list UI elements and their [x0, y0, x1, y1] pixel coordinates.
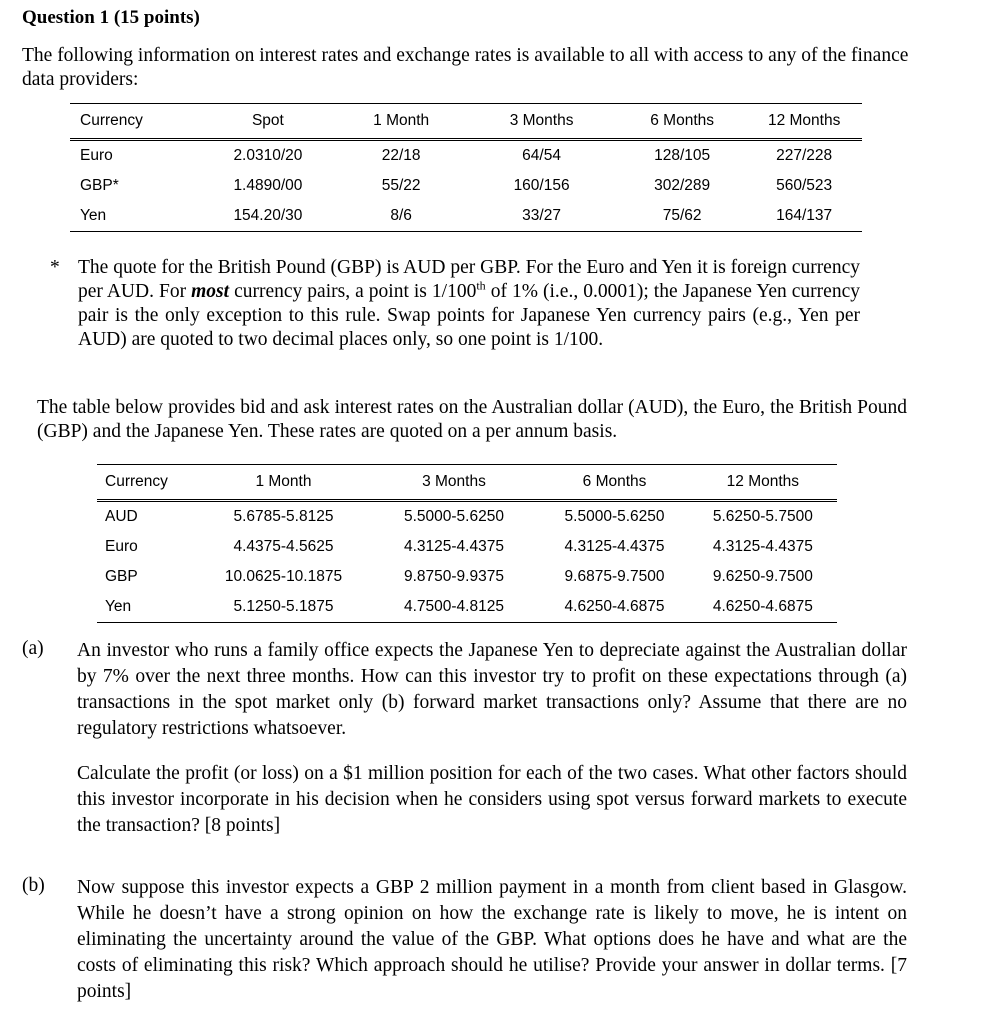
- table-cell: 302/289: [654, 177, 711, 194]
- question-heading: Question 1 (15 points): [22, 7, 200, 28]
- table-cell: 75/62: [618, 201, 746, 232]
- table-cell: 154.20/30: [199, 201, 337, 232]
- part-b-label: (b): [22, 875, 45, 896]
- table-cell: 5.6785-5.8125: [233, 508, 334, 525]
- table-cell: GBP*: [80, 177, 119, 194]
- part-a-label: (a): [22, 638, 44, 659]
- table-row: [97, 501, 837, 533]
- table-cell: 64/54: [522, 147, 561, 164]
- table-cell: 9.6875-9.7500: [564, 568, 665, 585]
- footnote-part: currency pairs, a point is 1/100: [229, 281, 477, 302]
- table-cell: 4.3125-4.4375: [564, 538, 665, 555]
- table-cell: GBP: [105, 568, 138, 585]
- table-cell: 164/137: [746, 201, 862, 232]
- table-cell: 4.4375-4.5625: [233, 538, 334, 555]
- table-cell: 55/22: [381, 177, 421, 194]
- column-header: 1 Month: [337, 104, 465, 140]
- table-cell: 5.1250-5.1875: [199, 592, 367, 623]
- table-cell: 5.5000-5.6250: [403, 508, 504, 525]
- interest-rate-table: [97, 464, 837, 623]
- column-header: 12 Months: [689, 465, 837, 501]
- table-cell: 160/156: [513, 177, 570, 194]
- table-cell: 4.7500-4.8125: [368, 592, 541, 623]
- table-cell: 227/228: [776, 147, 833, 164]
- column-header: 12 Months: [746, 104, 862, 140]
- column-header: 1 Month: [199, 465, 367, 501]
- column-header: 3 Months: [368, 465, 541, 501]
- column-header: 6 Months: [618, 104, 746, 140]
- table-cell: 22/18: [381, 147, 421, 164]
- footnote-part: of 1% (i.e., 0.0001); the Japanese Yen currency pair is the only exception to this rule. Swap points for Japanese Yen currency pairs (e.g., Yen per AUD) are quoted to two decimal places only, so one point is 1/100.: [78, 281, 860, 350]
- table-cell: Yen: [70, 201, 199, 232]
- intro-paragraph: The following information on interest rates and exchange rates is available to all with access to any of the finance data providers:: [22, 45, 909, 90]
- column-header: 6 Months: [540, 465, 688, 501]
- part-a-question: An investor who runs a family office expects the Japanese Yen to depreciate against the Australian dollar by 7% over the next three months. How can this investor try to profit on these expectations through (a) transactions in the spot market only (b) forward market transactions only? Assume that there are no regulatory restrictions whatsoever.: [77, 640, 907, 739]
- table-cell: 4.3125-4.4375: [712, 538, 813, 555]
- exchange-rate-table: [70, 103, 862, 232]
- table-cell: 10.0625-10.1875: [224, 568, 343, 585]
- column-header: Spot: [199, 104, 337, 140]
- part-a-calculation: Calculate the profit (or loss) on a $1 million position for each of the two cases. What other factors should this investor incorporate in his decision when he considers using spot versus forward markets to execute the transaction? [8 points]: [77, 763, 907, 836]
- table-header-row: [97, 465, 837, 501]
- table-cell: 4.3125-4.4375: [403, 538, 504, 555]
- footnote-superscript: th: [476, 278, 486, 293]
- table-cell: 560/523: [776, 177, 833, 194]
- interest-rate-paragraph: The table below provides bid and ask interest rates on the Australian dollar (AUD), the Euro, the British Pound (GBP) and the Japanese Yen. These rates are quoted on a per annum basis.: [37, 397, 907, 442]
- footnote: [50, 256, 860, 352]
- column-header: 3 Months: [465, 104, 618, 140]
- table-row: [97, 532, 837, 562]
- table-row: [70, 171, 862, 201]
- table-row: [70, 201, 862, 232]
- table-cell: 4.6250-4.6875: [540, 592, 688, 623]
- table-cell: 33/27: [465, 201, 618, 232]
- part-b-question: Now suppose this investor expects a GBP 2 million payment in a month from client based in Glasgow. While he doesn’t have a strong opinion on how the exchange rate is likely to move, he is intent on eliminating the uncertainty around the value of the GBP. What options does he have and what are the costs of eliminating this risk? Which approach should he utilise? Provide your answer in dollar terms. [7 points]: [77, 877, 907, 1002]
- footnote-star: *: [50, 257, 60, 278]
- table-cell: Euro: [105, 538, 138, 555]
- table-cell: 4.6250-4.6875: [689, 592, 837, 623]
- table-row: [70, 140, 862, 172]
- table-cell: 128/105: [654, 147, 711, 164]
- table-cell: 5.6250-5.7500: [712, 508, 813, 525]
- table-cell: 8/6: [337, 201, 465, 232]
- table-cell: 9.8750-9.9375: [403, 568, 504, 585]
- table-cell: Euro: [80, 147, 113, 164]
- table-row: [97, 592, 837, 623]
- table-cell: AUD: [105, 508, 138, 525]
- table-cell: Yen: [97, 592, 199, 623]
- table-cell: 2.0310/20: [233, 147, 303, 164]
- footnote-text: [78, 256, 860, 352]
- table-cell: 1.4890/00: [233, 177, 303, 194]
- column-header: Currency: [70, 104, 199, 140]
- footnote-part: The quote for the British Pound (GBP) is AUD per GBP. For the Euro and Yen it is foreign currency per AUD. For: [78, 257, 860, 302]
- column-header: Currency: [97, 465, 199, 501]
- table-header-row: [70, 104, 862, 140]
- table-row: [97, 562, 837, 592]
- table-cell: 5.5000-5.6250: [564, 508, 665, 525]
- table-cell: 9.6250-9.7500: [712, 568, 813, 585]
- footnote-emphasis: most: [191, 281, 230, 302]
